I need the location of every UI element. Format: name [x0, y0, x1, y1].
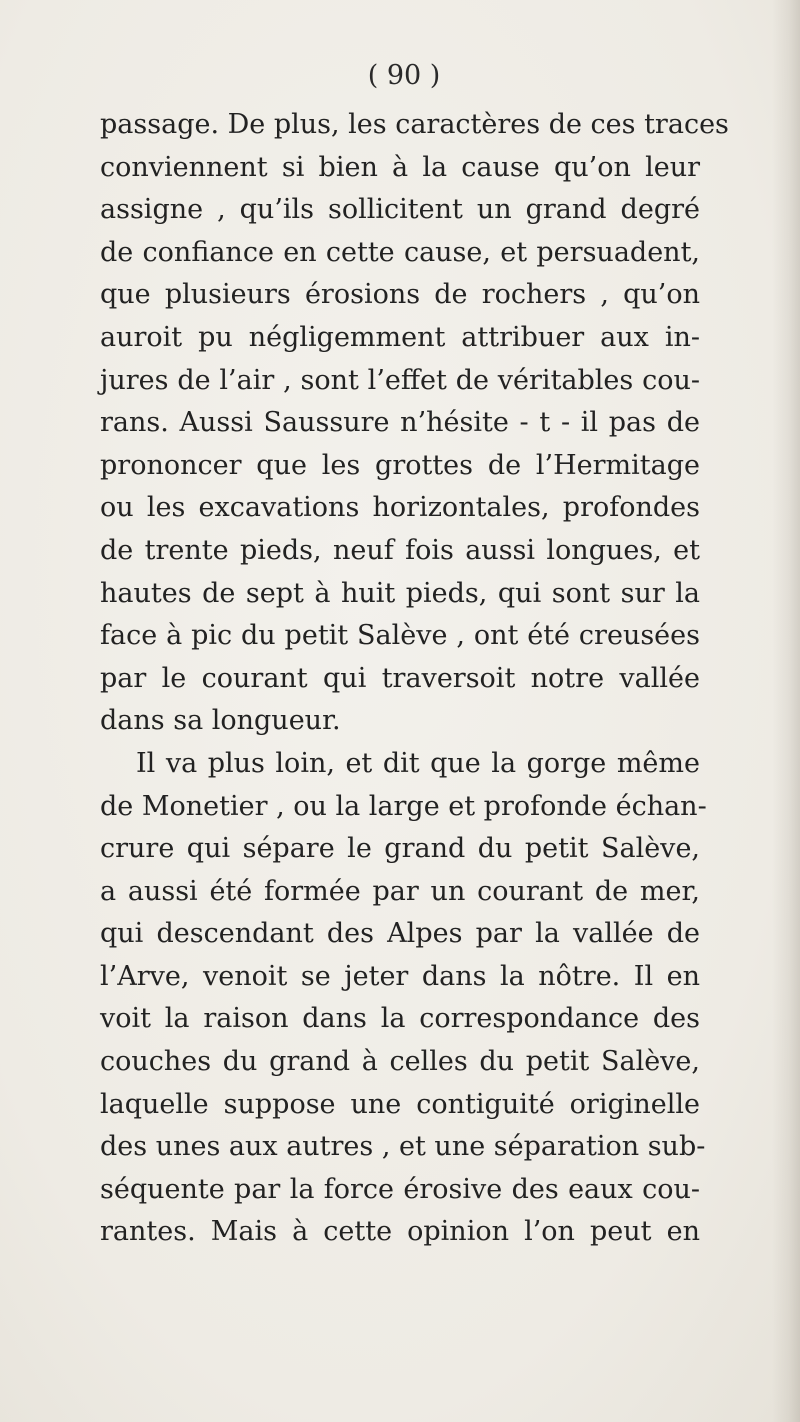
text-line: de trente pieds, neuf fois aussi longues, et	[100, 534, 700, 566]
text-line: qui descendant des Alpes par la vallée de	[100, 918, 700, 950]
text-line: crure qui sépare le grand du petit Salève,	[100, 833, 700, 865]
text-line: assigne , qu’ils sollicitent un grand degré	[100, 194, 700, 226]
text-line: des unes aux autres , et une séparation sub-	[100, 1131, 706, 1163]
text-line: voit la raison dans la correspondance des	[100, 1003, 700, 1035]
text-line: prononcer que les grottes de l’Hermitage	[100, 449, 700, 481]
text-line: de Monetier , ou la large et profonde échan-	[100, 790, 707, 822]
text-line: rans. Aussi Saussure n’hésite - t - il pas de	[100, 407, 700, 439]
text-line: couches du grand à celles du petit Salève,	[100, 1046, 700, 1078]
body-text	[100, 104, 729, 1254]
text-line: laquelle suppose une contiguité originelle	[100, 1088, 700, 1120]
text-line: rantes. Mais à cette opinion l’on peut en	[100, 1216, 700, 1248]
text-line: par le courant qui traversoit notre vallée	[100, 662, 700, 694]
page-edge-shadow	[772, 0, 800, 1422]
text-line: face à pic du petit Salève , ont été creusées	[100, 620, 700, 652]
text-line: passage. De plus, les caractères de ces traces	[100, 109, 729, 140]
text-line: a aussi été formée par un courant de mer,	[100, 875, 700, 907]
text-line: de confiance en cette cause, et persuadent,	[100, 236, 700, 268]
text-line: auroit pu négligemment attribuer aux in-	[100, 321, 700, 353]
text-line: hautes de sept à huit pieds, qui sont sur la	[100, 577, 700, 609]
paragraph-start-line: Il va plus loin, et dit que la gorge même	[136, 747, 700, 779]
paragraph-end-line: dans sa longueur.	[100, 705, 341, 737]
text-line: que plusieurs érosions de rochers , qu’on	[100, 279, 700, 311]
text-line: jures de l’air , sont l’effet de véritables cou-	[100, 364, 700, 396]
text-line: l’Arve, venoit se jeter dans la nôtre. Il en	[100, 960, 700, 992]
text-line: séquente par la force érosive des eaux cou-	[100, 1173, 700, 1205]
page-number: ( 90 )	[367, 60, 441, 91]
text-line: conviennent si bien à la cause qu’on leur	[100, 151, 700, 183]
text-line: ou les excavations horizontales, profondes	[100, 492, 700, 524]
